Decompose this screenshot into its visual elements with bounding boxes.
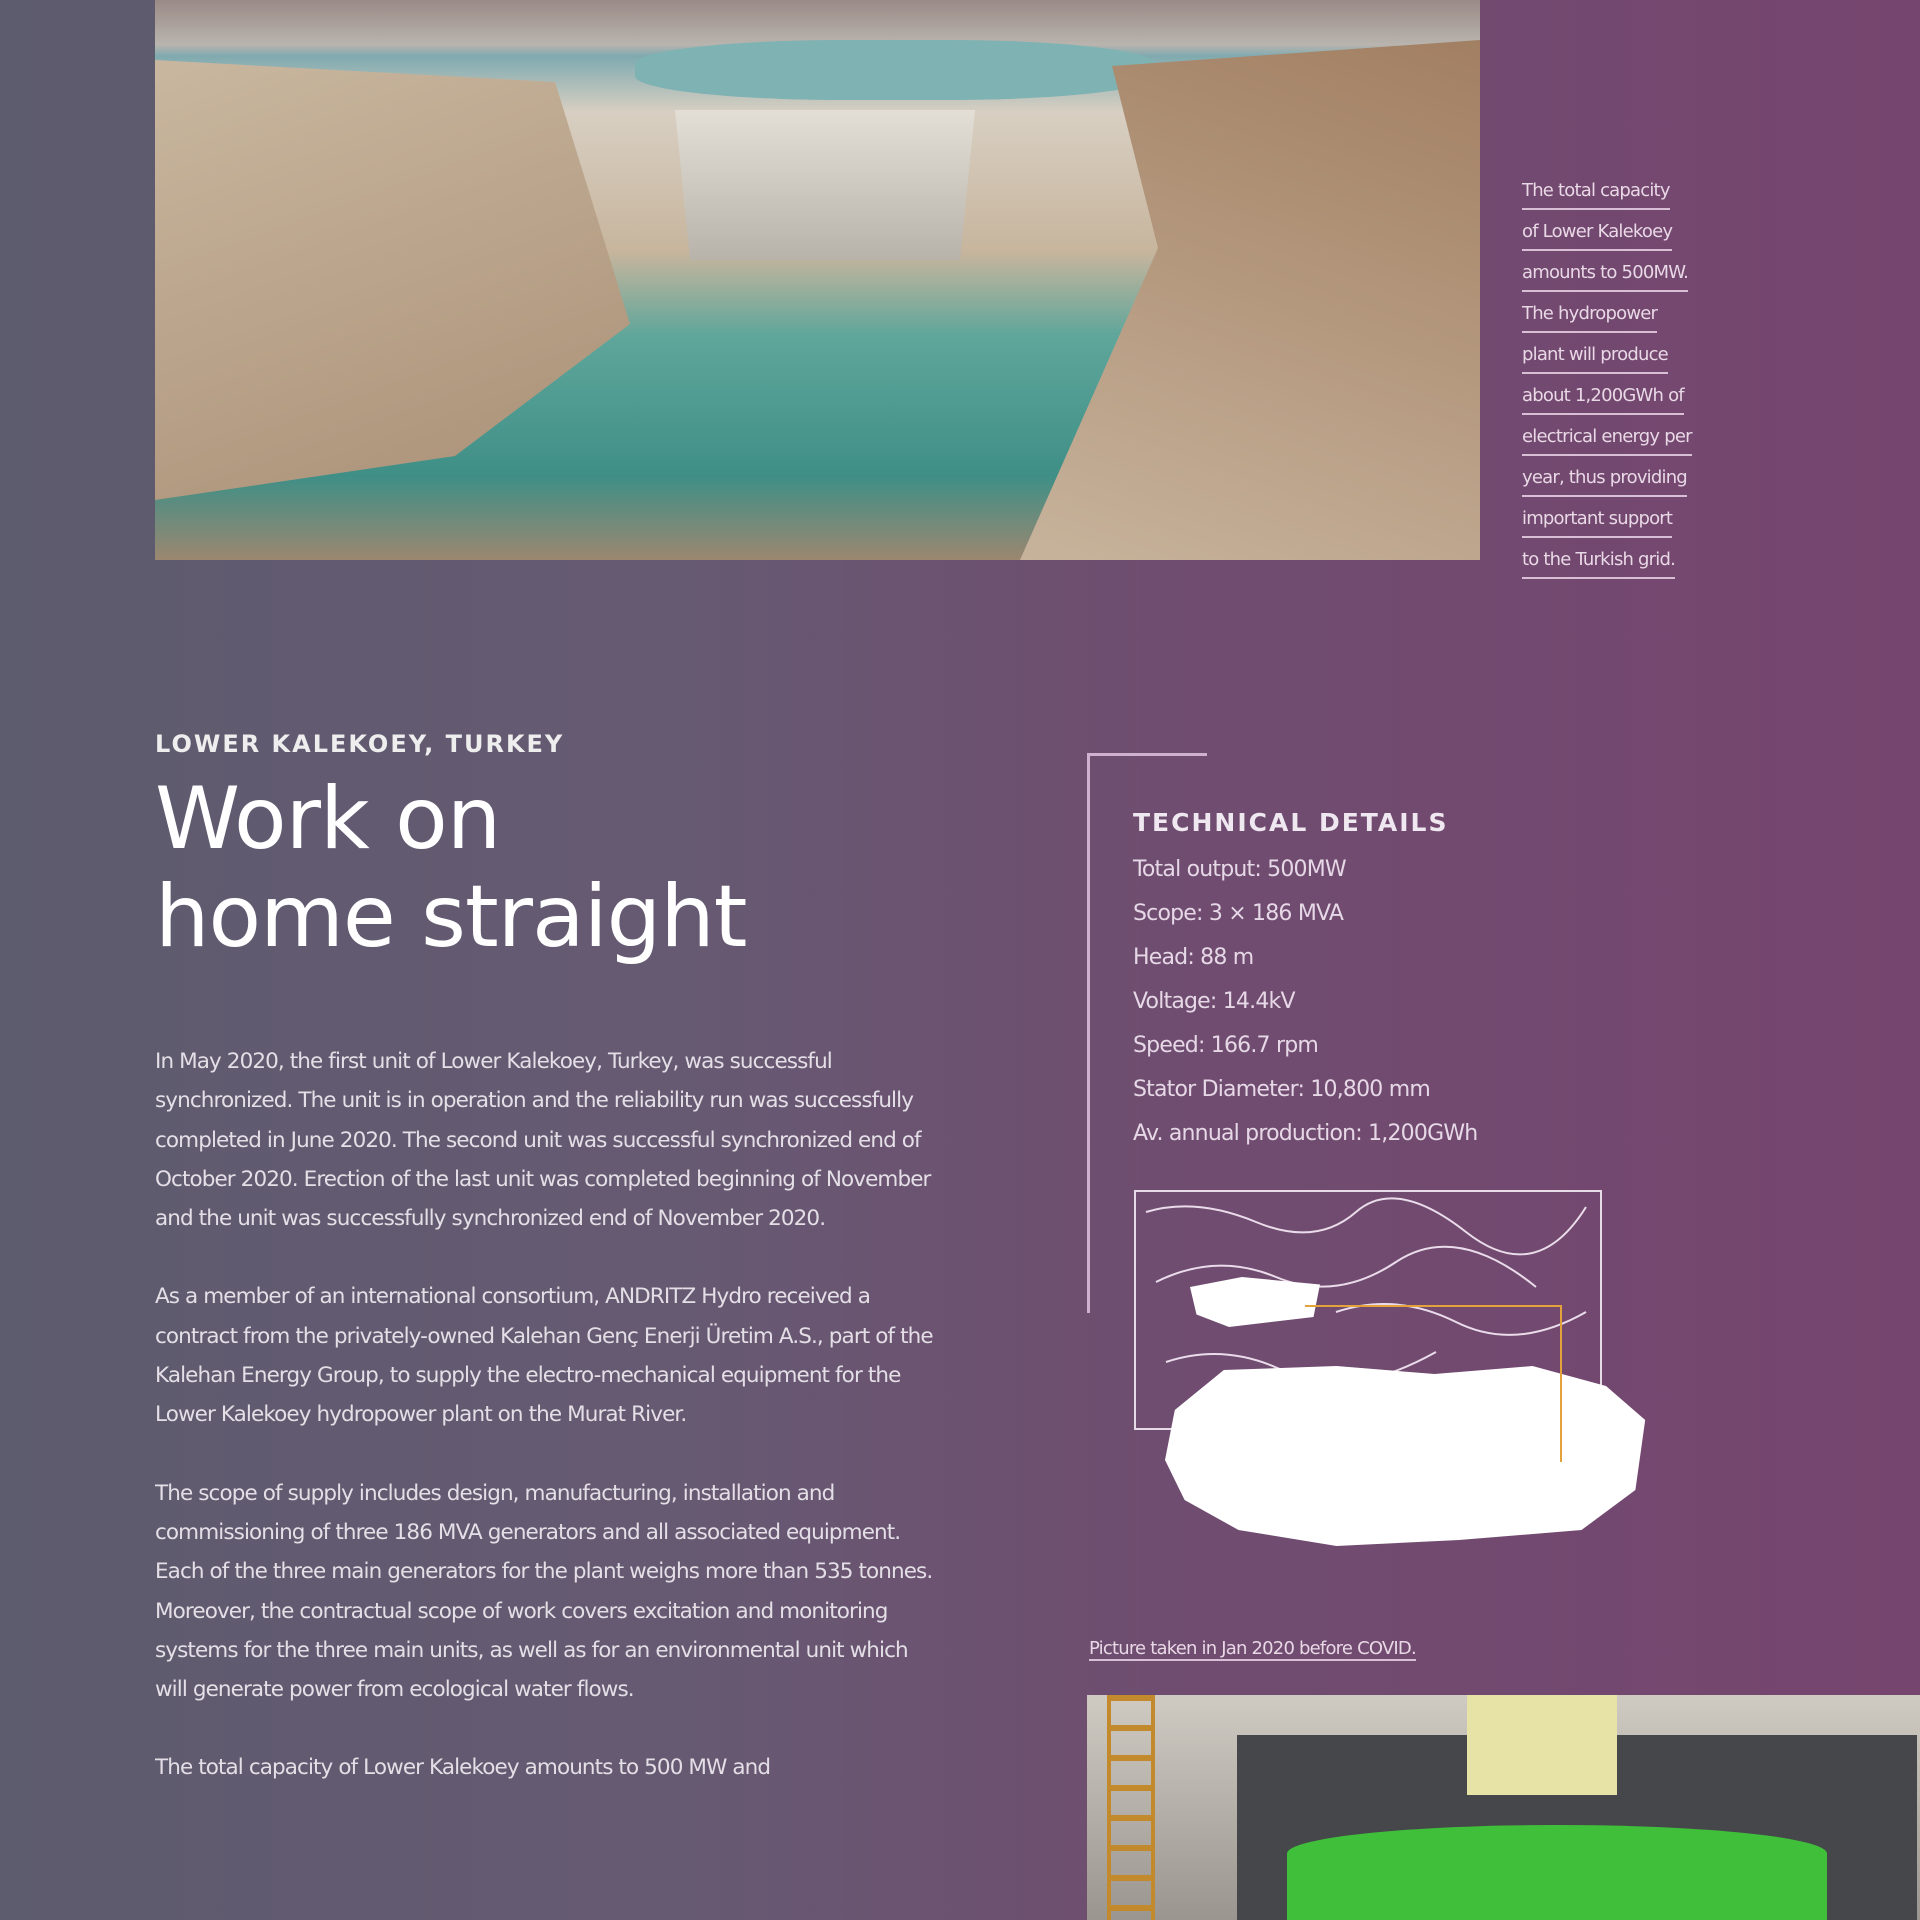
- photo-caption: Picture taken in Jan 2020 before COVID.: [1089, 1638, 1416, 1659]
- caption-line: The total capacity: [1522, 174, 1670, 210]
- detail-item: Head: 88 m: [1133, 945, 1254, 970]
- detail-item: Total output: 500MW: [1133, 857, 1346, 882]
- caption-line: amounts to 500MW.: [1522, 256, 1688, 292]
- detail-item: Scope: 3 × 186 MVA: [1133, 901, 1344, 926]
- title-line: home straight: [155, 867, 747, 967]
- caption-line: about 1,200GWh of: [1522, 379, 1684, 415]
- title-line: Work on: [155, 769, 501, 869]
- photo-side-caption: [1522, 174, 1752, 584]
- article-kicker: LOWER KALEKOEY, TURKEY: [155, 730, 565, 758]
- article-body: [155, 1042, 935, 1920]
- caption-line: plant will produce: [1522, 338, 1668, 374]
- article-title: [155, 770, 746, 966]
- generator-photo: [1087, 1695, 1920, 1920]
- paragraph: The total capacity of Lower Kalekoey amounts to 500 MW and: [155, 1755, 771, 1781]
- technical-details-list: [1133, 848, 1477, 1156]
- caption-line: The hydropower: [1522, 297, 1657, 333]
- map-pointer-line: [1305, 1305, 1562, 1462]
- paragraph: As a member of an international consortium, ANDRITZ Hydro received a contract from the privately-owned Kalehan Genç Enerji Üretim A.S., part of the Kalehan Energy Group, to supply the electro-mechanical equipment for the Lower Kalekoey hydropower plant on the Murat River.: [155, 1284, 933, 1428]
- caption-line: electrical energy per: [1522, 420, 1692, 456]
- caption-line: important support: [1522, 502, 1672, 538]
- detail-item: Speed: 166.7 rpm: [1133, 1033, 1318, 1058]
- caption-line: year, thus providing: [1522, 461, 1687, 497]
- paragraph: The scope of supply includes design, manufacturing, installation and commissioning of three 186 MVA generators and all associated equipment. Each of the three main generators for the plant weighs more than 535 tonnes. Moreover, the contractual scope of work covers excitation and monitoring systems for the three main units, as well as for an environmental unit which will generate power from ecological water flows.: [155, 1480, 933, 1703]
- detail-item: Av. annual production: 1,200GWh: [1133, 1121, 1478, 1146]
- detail-item: Voltage: 14.4kV: [1133, 989, 1295, 1014]
- detail-item: Stator Diameter: 10,800 mm: [1133, 1077, 1430, 1102]
- caption-line: of Lower Kalekoey: [1522, 215, 1672, 251]
- dam-photo: [155, 0, 1480, 560]
- technical-details-heading: TECHNICAL DETAILS: [1133, 808, 1449, 837]
- paragraph: In May 2020, the first unit of Lower Kalekoey, Turkey, was successful synchronized. The unit is in operation and the reliability run was successfully completed in June 2020. The second unit was successful synchronized end of October 2020. Erection of the last unit was completed beginning of November and the unit was successfully synchronized end of November 2020.: [155, 1049, 931, 1232]
- caption-line: to the Turkish grid.: [1522, 543, 1675, 579]
